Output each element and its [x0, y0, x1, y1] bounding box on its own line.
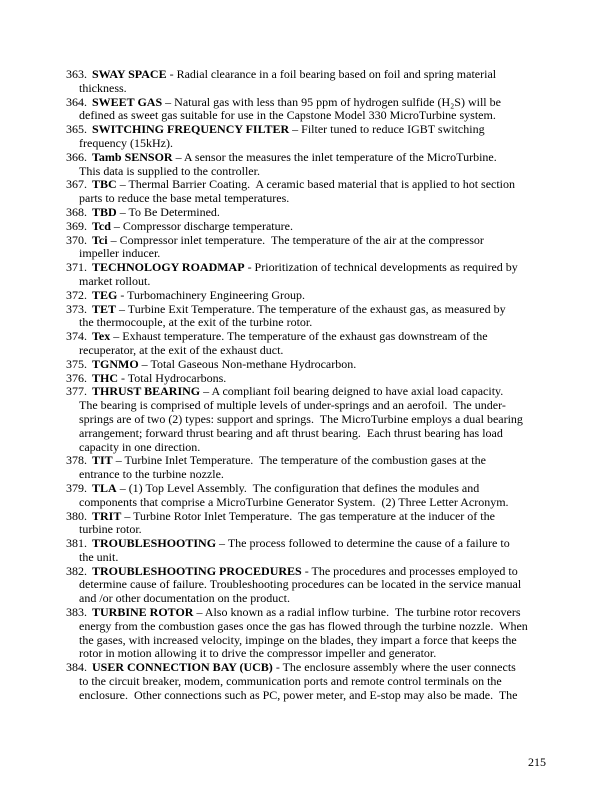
definition-first-line [66, 372, 548, 386]
definition-text: – A sensor the measures the inlet temperature of the MicroTurbine. [172, 149, 497, 164]
definition-first-line [66, 537, 548, 551]
glossary-item [66, 510, 548, 538]
glossary-list [66, 68, 548, 703]
term-label: Tci [92, 232, 108, 247]
definition-text: – Turbine Exit Temperature. The temperature of the exhaust gas, as measured by [116, 301, 506, 316]
glossary-item [66, 606, 548, 661]
definition-text: – Also known as a radial inflow turbine. The turbine rotor recovers [193, 605, 521, 620]
definition-line: market rollout. [79, 273, 151, 288]
definition-text: – Exhaust temperature. The temperature of the exhaust gas downstream of the [110, 329, 488, 344]
item-number: 370. [66, 232, 87, 247]
definition-text: – Compressor inlet temperature. The temperature of the air at the compressor [107, 232, 484, 247]
glossary-item [66, 261, 548, 289]
glossary-item [66, 234, 548, 262]
definition-text: – Compressor discharge temperature. [110, 218, 293, 233]
term-label: TEG [92, 287, 118, 302]
term-label: TLA [92, 480, 117, 495]
item-number: 365. [66, 122, 87, 137]
definition-text: - The enclosure assembly where the user connects [272, 660, 516, 675]
definition-text: - Prioritization of technical developments as required by [244, 260, 518, 275]
item-number: 379. [66, 480, 87, 495]
definition-line: and /or other documentation on the product. [79, 591, 290, 606]
item-number: 372. [66, 287, 87, 302]
definition-text: – To Be Determined. [116, 204, 220, 219]
item-number: 369. [66, 218, 87, 233]
term-label: TGNMO [92, 356, 139, 371]
glossary-item [66, 68, 548, 96]
term-label: USER CONNECTION BAY (UCB) [92, 660, 273, 675]
definition-line: frequency (15kHz). [79, 135, 173, 150]
definition-first-line [66, 96, 548, 110]
definition-first-line [66, 330, 548, 344]
term-label: THC [92, 370, 119, 385]
definition-first-line [66, 151, 548, 165]
definition-text: – Thermal Barrier Coating. A ceramic based material that is applied to hot section [116, 177, 516, 192]
glossary-item [66, 661, 548, 702]
term-label: TECHNOLOGY ROADMAP [92, 260, 245, 275]
page-number: 215 [528, 755, 546, 769]
definition-first-line [66, 358, 548, 372]
glossary-item [66, 385, 548, 454]
definition-text: - Turbomachinery Engineering Group. [117, 287, 305, 302]
term-label: TROUBLESHOOTING [92, 536, 217, 551]
definition-line: springs are of two (2) types: support and springs. The MicroTurbine employs a dual bearing [79, 411, 523, 426]
item-number: 371. [66, 260, 87, 275]
item-number: 364. [66, 94, 87, 109]
item-number: 378. [66, 453, 87, 468]
term-label: TBC [92, 177, 117, 192]
definition-line: recuperator, at the exit of the exhaust duct. [79, 342, 284, 357]
term-label: SWAY SPACE [92, 67, 167, 81]
term-label: THRUST BEARING [92, 384, 201, 399]
term-label: Tcd [92, 218, 111, 233]
glossary-item [66, 482, 548, 510]
definition-line: capacity in one direction. [79, 439, 201, 454]
definition-line: to the circuit breaker, modem, communication ports and remote control terminals on the [79, 674, 502, 689]
definition-first-line [66, 289, 548, 303]
item-number: 368. [66, 204, 87, 219]
definition-line: enclosure. Other connections such as PC, power meter, and E-stop may also be made. The [79, 687, 518, 702]
definition-text: – (1) Top Level Assembly. The configuration that defines the modules and [116, 480, 480, 495]
definition-line: turbine rotor. [79, 522, 142, 537]
item-number: 373. [66, 301, 87, 316]
item-number: 363. [66, 67, 87, 81]
definition-text: - Total Hydrocarbons. [118, 370, 227, 385]
definition-line: arrangement; forward thrust bearing and aft thrust bearing. Each thrust bearing has load [79, 425, 503, 440]
item-number: 367. [66, 177, 87, 192]
definition-text: - Radial clearance in a foil bearing based on foil and spring material [166, 67, 497, 81]
definition-first-line [66, 206, 548, 220]
definition-line: the thermocouple, at the exit of the turbine rotor. [79, 315, 313, 330]
glossary-item [66, 330, 548, 358]
definition-first-line [66, 68, 548, 82]
definition-line: thickness. [79, 80, 127, 95]
glossary-item [66, 96, 548, 124]
glossary-item [66, 537, 548, 565]
item-number: 376. [66, 370, 87, 385]
glossary-item [66, 123, 548, 151]
definition-line: defined as sweet gas suitable for use in the Capstone Model 330 MicroTurbine system. [79, 108, 496, 123]
definition-text: – Turbine Rotor Inlet Temperature. The gas temperature at the inducer of the [121, 508, 495, 523]
term-label: TRIT [92, 508, 122, 523]
term-label: TET [92, 301, 117, 316]
item-number: 375. [66, 356, 87, 371]
item-number: 383. [66, 605, 87, 620]
term-label: SWITCHING FREQUENCY FILTER [92, 122, 290, 137]
term-label: TURBINE ROTOR [92, 605, 194, 620]
glossary-item [66, 289, 548, 303]
term-label: TBD [92, 204, 117, 219]
definition-line: the unit. [79, 549, 119, 564]
definition-first-line [66, 565, 548, 579]
item-number: 377. [66, 384, 87, 399]
definition-line: This data is supplied to the controller. [79, 163, 260, 178]
definition-first-line [66, 385, 548, 399]
item-number: 374. [66, 329, 87, 344]
glossary-item [66, 358, 548, 372]
definition-first-line [66, 482, 548, 496]
definition-first-line [66, 234, 548, 248]
definition-line: rotor in motion allowing it to drive the compressor impeller and generator. [79, 646, 437, 661]
glossary-item [66, 206, 548, 220]
term-label: TIT [92, 453, 113, 468]
definition-text: – Total Gaseous Non-methane Hydrocarbon. [138, 356, 357, 371]
definition-line: the gases, with increased velocity, impinge on the blades, they impart a force that keeps the [79, 632, 517, 647]
definition-text: – Turbine Inlet Temperature. The temperature of the combustion gases at the [112, 453, 486, 468]
glossary-item [66, 151, 548, 179]
definition-text: – Natural gas with less than 95 ppm of hydrogen sulfide (H₂S) will be [162, 94, 501, 109]
definition-first-line [66, 510, 548, 524]
definition-first-line [66, 454, 548, 468]
definition-first-line [66, 261, 548, 275]
item-number: 381. [66, 536, 87, 551]
definition-line: entrance to the turbine nozzle. [79, 467, 224, 482]
term-label: Tamb SENSOR [92, 149, 173, 164]
definition-text: – Filter tuned to reduce IGBT switching [289, 122, 485, 137]
definition-text: – A compliant foil bearing deigned to have axial load capacity. [200, 384, 504, 399]
definition-first-line [66, 606, 548, 620]
item-number: 366. [66, 149, 87, 164]
definition-line: energy from the combustion gases once the gas has flowed through the turbine nozzle. When [79, 618, 528, 633]
definition-first-line [66, 123, 548, 137]
item-number: 380. [66, 508, 87, 523]
definition-line: parts to reduce the base metal temperatures. [79, 191, 290, 206]
definition-line: determine cause of failure. Troubleshooting procedures can be located in the service manual [79, 577, 522, 592]
definition-line: impeller inducer. [79, 246, 161, 261]
definition-text: - The procedures and processes employed to [301, 563, 518, 578]
glossary-item [66, 220, 548, 234]
definition-line: The bearing is comprised of multiple levels of under-springs and an aerofoil. The under- [79, 398, 506, 413]
definition-text: – The process followed to determine the cause of a failure to [216, 536, 510, 551]
item-number: 384. [66, 660, 87, 675]
glossary-item [66, 372, 548, 386]
definition-first-line [66, 220, 548, 234]
item-number: 382. [66, 563, 87, 578]
glossary-item [66, 178, 548, 206]
glossary-item [66, 454, 548, 482]
term-label: Tex [92, 329, 111, 344]
term-label: SWEET GAS [92, 94, 163, 109]
definition-first-line [66, 178, 548, 192]
glossary-item [66, 565, 548, 606]
definition-line: components that comprise a MicroTurbine Generator System. (2) Three Letter Acronym. [79, 494, 509, 509]
definition-first-line [66, 661, 548, 675]
glossary-item [66, 303, 548, 331]
definition-first-line [66, 303, 548, 317]
term-label: TROUBLESHOOTING PROCEDURES [92, 563, 302, 578]
